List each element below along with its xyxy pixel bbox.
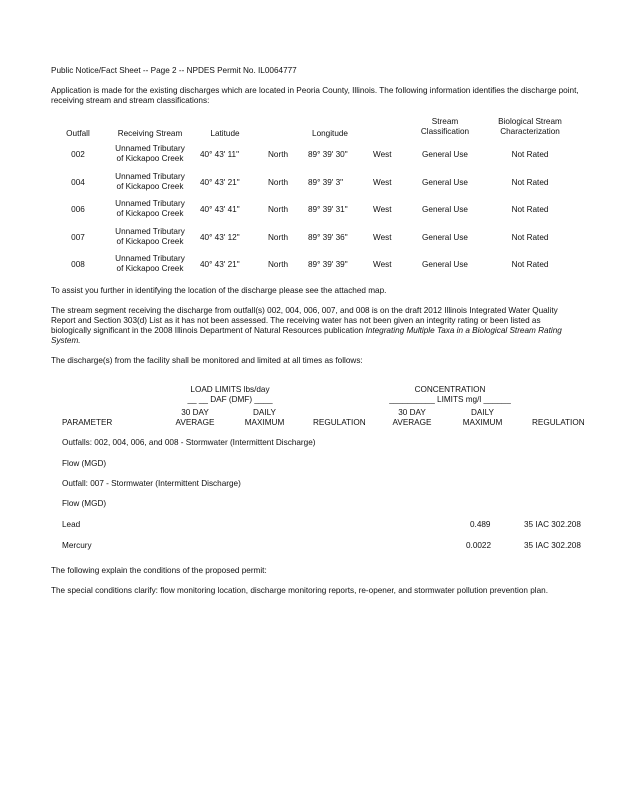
stream-line-2: of Kickapoo Creek [116, 182, 184, 191]
flow-b: Flow (MGD) [62, 499, 107, 508]
classification-value: General Use [422, 150, 468, 159]
latitude-dir: North [268, 178, 289, 187]
col-load-avg: 30 DAY AVERAGE [175, 408, 215, 427]
col-header-longitude: Longitude [312, 129, 348, 138]
lead-regulation: 35 IAC 302.208 [524, 520, 581, 529]
stream-line-1: Unnamed Tributary [115, 227, 185, 236]
param-row-lead: Lead [62, 520, 81, 529]
latitude-value: 40° 43' 21" [200, 178, 240, 187]
latitude-dir: North [268, 260, 289, 269]
latitude-dir: North [268, 205, 289, 214]
flow-a: Flow (MGD) [62, 459, 107, 468]
outfall-group-b: Outfall: 007 - Stormwater (Intermittent Discharge) [62, 479, 241, 488]
conc-sub: __________ LIMITS mg/l ______ [389, 395, 511, 404]
classification-value: General Use [422, 178, 468, 187]
longitude-dir: West [373, 233, 392, 242]
longitude-dir: West [373, 178, 392, 187]
stream-paragraph: The stream segment receiving the discharge from outfall(s) 002, 004, 006, 007, and 008 is on the draft 2012 Illinois Integrated Water Quality Report and Section 303(d) List as it has not been assessed. The receiving water has not been given an integrity rating or been listed as biologically significant in the 2008 Illinois Department of Natural Resources publication Integrating Multiple Taxa in a Biological Stream Rating System. [51, 306, 562, 345]
outfall-group-a: Outfalls: 002, 004, 006, and 008 - Stormwater (Intermittent Discharge) [62, 438, 316, 447]
col-conc-regulation: REGULATION [532, 418, 585, 427]
stream-line-2: of Kickapoo Creek [116, 264, 184, 273]
col-parameter: PARAMETER [62, 418, 113, 427]
load-limits-sub: __ __ DAF (DMF) ____ [187, 395, 273, 404]
latitude-value: 40° 43' 12" [200, 233, 240, 242]
stream-line-2: of Kickapoo Creek [116, 237, 184, 246]
latitude-dir: North [268, 233, 289, 242]
monitor-note: The discharge(s) from the facility shall be monitored and limited at all times as follows: [51, 356, 363, 365]
col-conc-avg: 30 DAY AVERAGE [392, 408, 432, 427]
outfall-number: 002 [71, 150, 85, 159]
stream-line-1: Unnamed Tributary [115, 199, 185, 208]
bio-rating-value: Not Rated [511, 178, 549, 187]
outfall-number: 004 [71, 178, 85, 187]
col-load-max: DAILY MAXIMUM [244, 408, 285, 427]
col-header-classification: Stream Classification [420, 117, 470, 136]
longitude-value: 89° 39' 36" [308, 233, 348, 242]
classification-value: General Use [422, 233, 468, 242]
conditions-note: The following explain the conditions of the proposed permit: [51, 566, 267, 575]
latitude-value: 40° 43' 11" [200, 150, 240, 159]
intro-paragraph: Application is made for the existing discharges which are located in Peoria County, Illinois. The following information identifies the discharge point, receiving stream and stream classifications: [51, 86, 579, 105]
param-row-mercury: Mercury [62, 541, 92, 550]
longitude-dir: West [373, 260, 392, 269]
col-load-regulation: REGULATION [313, 418, 366, 427]
special-conditions: The special conditions clarify: flow monitoring location, discharge monitoring reports, re-opener, and stormwater pollution prevention plan. [51, 586, 548, 595]
bio-rating-value: Not Rated [511, 260, 549, 269]
outfall-number: 008 [71, 260, 85, 269]
load-limits-title: LOAD LIMITS lbs/day [190, 385, 270, 394]
stream-line-2: of Kickapoo Creek [116, 209, 184, 218]
col-header-outfall: Outfall [66, 129, 90, 138]
bio-rating-value: Not Rated [511, 205, 549, 214]
stream-line-1: Unnamed Tributary [115, 144, 185, 153]
stream-line-2: of Kickapoo Creek [116, 154, 184, 163]
classification-value: General Use [422, 260, 468, 269]
longitude-dir: West [373, 150, 392, 159]
bio-rating-value: Not Rated [511, 233, 549, 242]
longitude-value: 89° 39' 39" [308, 260, 348, 269]
classification-value: General Use [422, 205, 468, 214]
longitude-value: 89° 39' 30" [308, 150, 348, 159]
col-header-latitude: Latitude [210, 129, 240, 138]
outfall-number: 007 [71, 233, 85, 242]
conc-title: CONCENTRATION [414, 385, 486, 394]
stream-line-1: Unnamed Tributary [115, 254, 185, 263]
lead-daily-max: 0.489 [470, 520, 491, 529]
longitude-dir: West [373, 205, 392, 214]
bio-rating-value: Not Rated [511, 150, 549, 159]
latitude-value: 40° 43' 41" [200, 205, 240, 214]
latitude-value: 40° 43' 21" [200, 260, 240, 269]
longitude-value: 89° 39' 3" [308, 178, 344, 187]
stream-line-1: Unnamed Tributary [115, 172, 185, 181]
longitude-value: 89° 39' 31" [308, 205, 348, 214]
col-header-bio: Biological Stream Characterization [498, 117, 562, 136]
map-note: To assist you further in identifying the location of the discharge please see the attached map. [51, 286, 387, 295]
col-header-stream: Receiving Stream [117, 129, 183, 138]
page-header: Public Notice/Fact Sheet -- Page 2 -- NPDES Permit No. IL0064777 [51, 66, 297, 75]
mercury-daily-max: 0.0022 [466, 541, 492, 550]
col-conc-max: DAILY MAXIMUM [462, 408, 503, 427]
mercury-regulation: 35 IAC 302.208 [524, 541, 581, 550]
latitude-dir: North [268, 150, 289, 159]
outfall-number: 006 [71, 205, 85, 214]
